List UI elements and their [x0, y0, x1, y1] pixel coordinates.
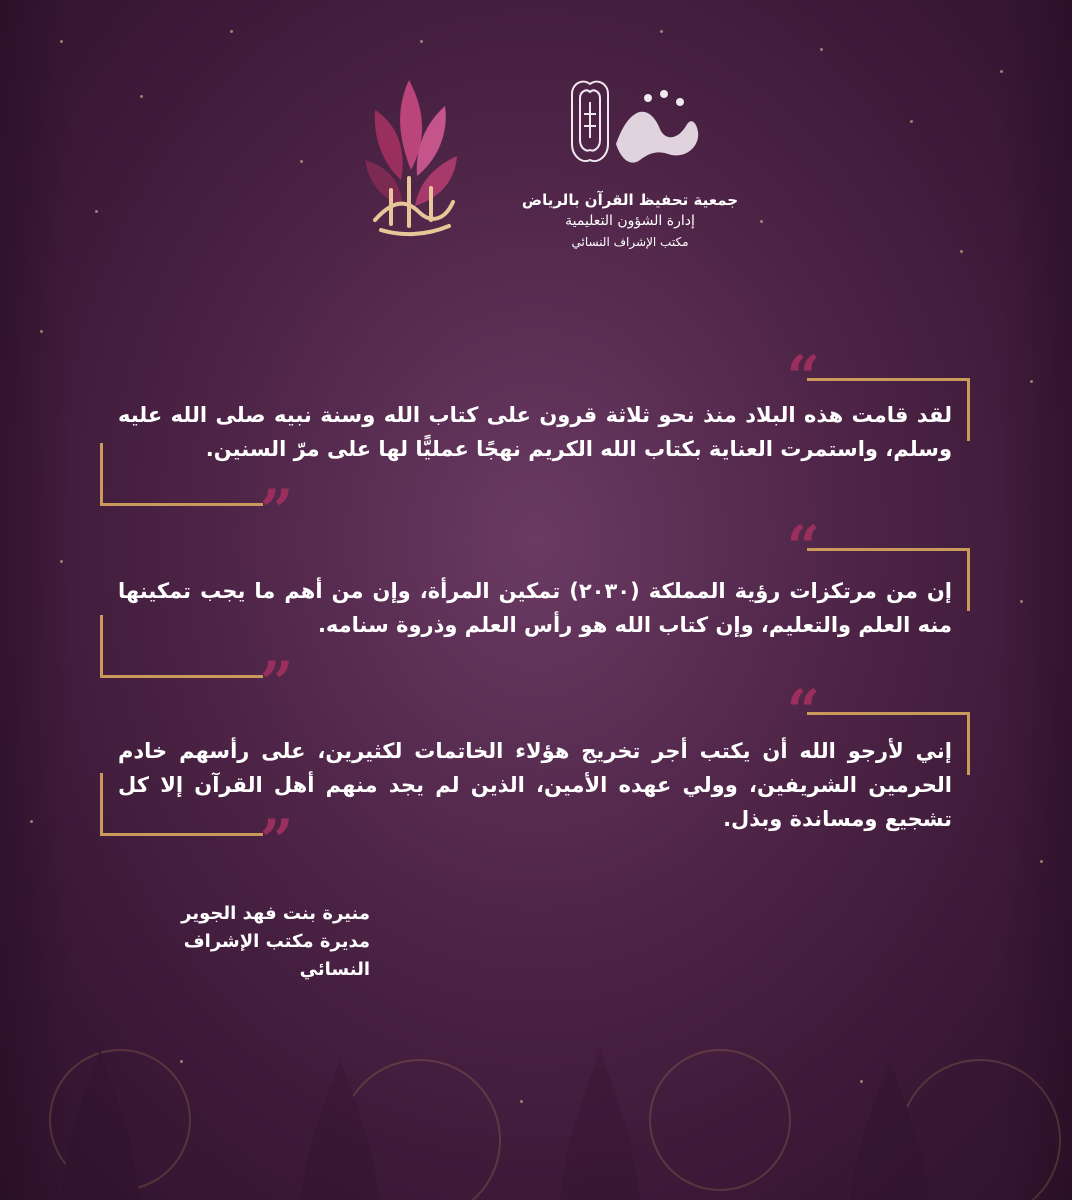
- open-quote-icon: “: [786, 513, 820, 581]
- open-quote-icon: “: [786, 677, 820, 745]
- quote-block-1: [100, 343, 970, 545]
- quote-block-2: [100, 513, 970, 717]
- organization-info: [520, 190, 740, 252]
- signature-name: منيرة بنت فهد الجوير: [181, 903, 370, 924]
- event-logo: [345, 70, 475, 240]
- office-name: مكتب الإشراف النسائي: [571, 235, 689, 249]
- event-logo-text: أنوار: [345, 70, 347, 71]
- quote-block-3: [100, 677, 970, 875]
- department-name: إدارة الشؤون التعليمية: [565, 213, 695, 229]
- brand-logo-text: مكنون: [560, 74, 563, 75]
- close-quote-icon: ”: [260, 807, 294, 875]
- quote-text: إن من مرتكزات رؤية المملكة (٢٠٣٠) تمكين المرأة، وإن من أهم ما يجب تمكينها منه العلم والتعليم، وإن كتاب الله هو رأس العلم وذروة سنامه.: [118, 579, 952, 637]
- org-name: جمعية تحفيظ القرآن بالرياض: [521, 191, 739, 209]
- bottom-ornaments: [0, 970, 1072, 1200]
- close-quote-icon: ”: [260, 477, 294, 545]
- close-quote-icon: ”: [260, 649, 294, 717]
- signature: [130, 900, 370, 984]
- open-quote-icon: “: [786, 343, 820, 411]
- quote-text: إني لأرجو الله أن يكتب أجر تخريج هؤلاء الخاتمات لكثيرين، على رأسهم خادم الحرمين الشريفين، وولي عهده الأمين، الذين لم يجد منهم أهل القرآن إلا كل تشجيع ومساندة وبذل.: [118, 739, 952, 831]
- signature-title: مديرة مكتب الإشراف النسائي: [183, 931, 370, 980]
- quote-text: لقد قامت هذه البلاد منذ نحو ثلاثة قرون على كتاب الله وسنة نبيه صلى الله عليه وسلم، واستمرت العناية بكتاب الله الكريم نهجًا عمليًّا لها على مرّ السنين.: [118, 403, 952, 461]
- brand-logo: [560, 74, 710, 174]
